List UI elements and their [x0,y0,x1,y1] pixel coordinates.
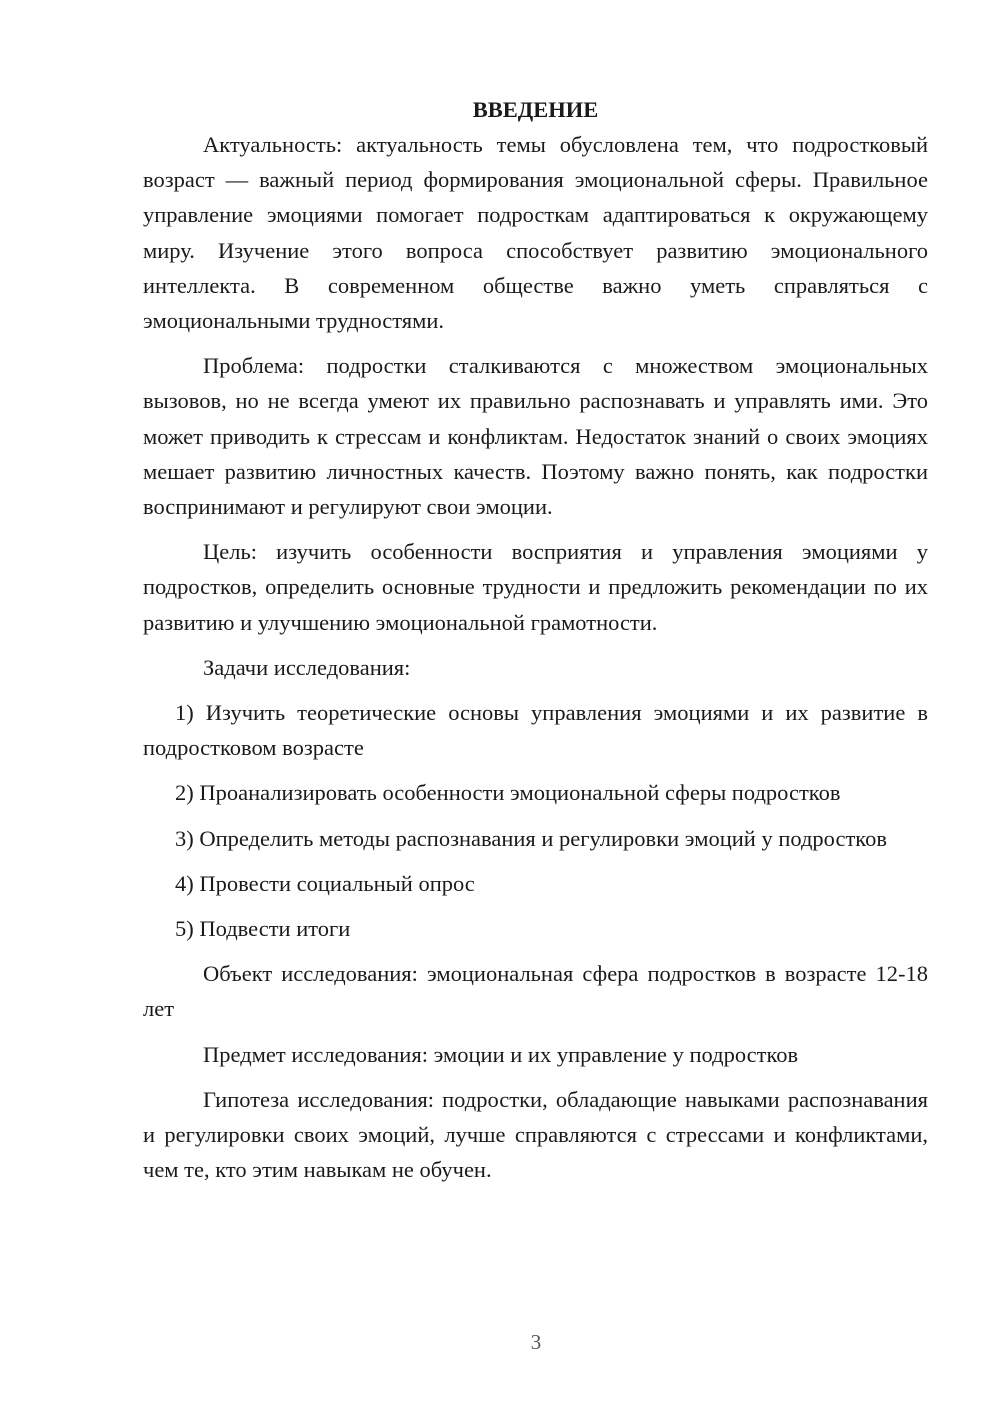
document-page [143,92,928,1187]
task-item-2: 2) Проанализировать особенности эмоциональной сферы подростков [175,780,841,806]
object-paragraph: Объект исследования: эмоциональная сфера подростков в возрасте 12-18 лет [143,961,928,1022]
tasks-heading: Задачи исследования: [203,654,411,680]
relevance-paragraph: Актуальность: актуальность темы обусловлена тем, что подростковый возраст — важный период формирования эмоциональной сферы. Правильное управление эмоциями помогает подросткам адаптироваться к окружающему миру. Изучение этого вопроса способствует развитию эмоционального интеллекта. В современном обществе важно уметь справляться с эмоциональными трудностями. [143,132,928,334]
task-item-5: 5) Подвести итоги [175,916,351,942]
page-number: 3 [530,1330,542,1354]
page-title: ВВЕДЕНИЕ [472,97,599,122]
task-item-4: 4) Провести социальный опрос [175,870,475,896]
goal-paragraph: Цель: изучить особенности восприятия и управления эмоциями у подростков, определить основные трудности и предложить рекомендации по их развитию и улучшению эмоциональной грамотности. [143,539,928,635]
hypothesis-paragraph: Гипотеза исследования: подростки, обладающие навыками распознавания и регулировки своих эмоций, лучше справляются с стрессами и конфликтами, чем те, кто этим навыкам не обучен. [143,1086,928,1183]
problem-paragraph: Проблема: подростки сталкиваются с множеством эмоциональных вызовов, но не всегда умеют их правильно распознавать и управлять ими. Это может приводить к стрессам и конфликтам. Недостаток знаний о своих эмоциях мешает развитию личностных качеств. Поэтому важно понять, как подростки воспринимают и регулируют свои эмоции. [143,353,928,520]
task-item-1: 1) Изучить теоретические основы управления эмоциями и их развитие в подростковом возрасте [143,700,928,761]
tasks-list [143,695,928,946]
task-item-3: 3) Определить методы распознавания и регулировки эмоций у подростков [175,825,887,851]
subject-paragraph: Предмет исследования: эмоции и их управление у подростков [203,1041,799,1067]
